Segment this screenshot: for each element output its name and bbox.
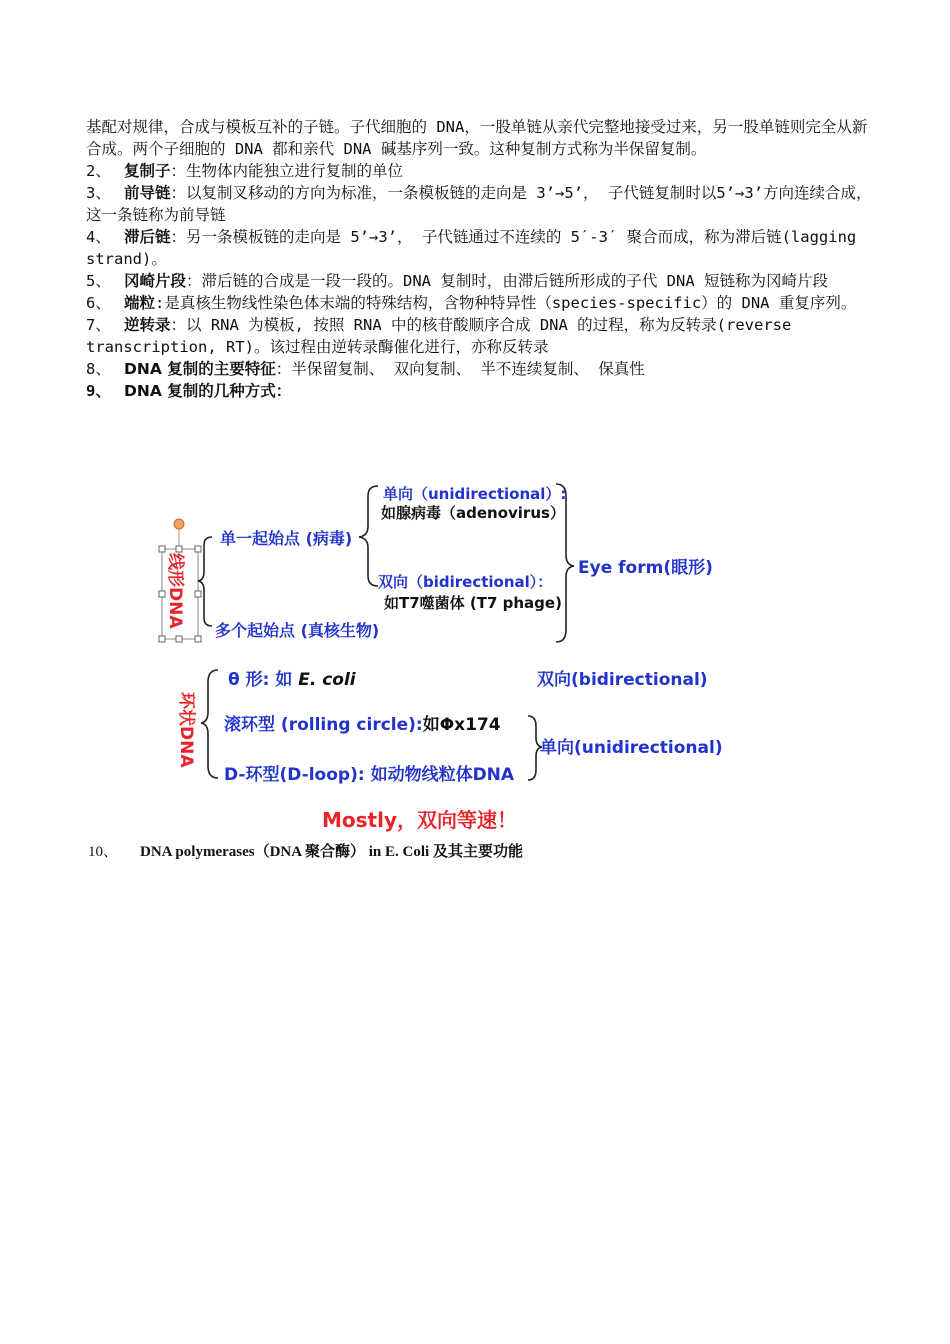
rolling-prefix: 滚环型 (rolling circle): (224, 715, 423, 735)
rolling-circle-label (224, 714, 501, 735)
bidirectional-heading: 双向（bidirectional）： (378, 573, 553, 591)
item-term: 前导链 (124, 184, 171, 202)
unidirectional-label: 单向(unidirectional) (540, 738, 723, 758)
item-number: 7、 (86, 316, 111, 334)
linear-dna-label-box (159, 519, 201, 642)
item-text: ：滞后链的合成是一段一段的。DNA 复制时，由滞后链所形成的子代 DNA 短链称为冈崎片段 (186, 272, 829, 290)
adenovirus-example: 如腺病毒（adenovirus） (381, 504, 565, 522)
resize-handle[interactable] (195, 636, 201, 642)
resize-handle[interactable] (195, 591, 201, 597)
item-term: 复制子 (124, 162, 171, 180)
linear-dna-label: 线形DNA (165, 553, 185, 629)
mostly-note: Mostly，双向等速！ (322, 808, 517, 832)
item-text: ：另一条模板链的走向是 5’→3’， 子代链通过不连续的 5ˊ-3ˊ 聚合而成，称为滞后链(lagging strand)。 (86, 228, 857, 268)
multi-origin-label: 多个起始点 (真核生物) (215, 621, 380, 640)
bidirectional-label: 双向(bidirectional) (537, 670, 708, 690)
circular-brace (201, 670, 218, 778)
resize-handle[interactable] (176, 636, 182, 642)
item-term: 滞后链 (124, 228, 171, 246)
rotate-handle[interactable] (174, 519, 184, 529)
eye-form-label: Eye form(眼形) (578, 558, 713, 578)
unidirectional-heading: 单向（unidirectional）: (383, 485, 567, 503)
t7-example: 如T7噬菌体 (T7 phage) (384, 594, 562, 612)
theta-prefix: θ 形: 如 (228, 670, 299, 690)
intro-paragraph: 基配对规律，合成与模板互补的子链。子代细胞的 DNA，一股单链从亲代完整地接受过来，另一股单链则完全从新合成。两个子细胞的 DNA 都和亲代 DNA 碱基序列一致。这种复制方式称为半保留复制。 (86, 118, 868, 158)
resize-handle[interactable] (159, 636, 165, 642)
item-text: ：以复制叉移动的方向为标准，一条模板链的走向是 3’→5’， 子代链复制时以5’→3’方向连续合成，这一条链称为前导链 (86, 184, 872, 224)
theta-example: E. coli (298, 670, 356, 690)
item-text: :是真核生物线性染色体末端的特殊结构，含物种特异性（species-specific）的 DNA 重复序列。 (155, 294, 857, 312)
item-text: ：生物体内能独立进行复制的单位 (170, 162, 404, 180)
rolling-example: 如Φx174 (422, 715, 501, 735)
theta-form-label (228, 669, 357, 690)
item-number: 9、 (86, 382, 111, 400)
item-text: DNA polymerases（DNA 聚合酶） in E. Coli 及其主要功能 (140, 844, 523, 860)
item-term: 端粒 (124, 294, 156, 312)
item-number: 3、 (86, 184, 111, 202)
item-number: 5、 (86, 272, 111, 290)
single-origin-label: 单一起始点 (病毒) (220, 529, 353, 548)
item-number: 4、 (86, 228, 111, 246)
item-text: ：半保留复制、 双向复制、 半不连续复制、 保真性 (275, 360, 645, 378)
item-text: ： (275, 382, 292, 400)
item-text: ：以 RNA 为模板, 按照 RNA 中的核苷酸顺序合成 DNA 的过程，称为反转录(reverse transcription, RT)。该过程由逆转录酶催化进行，亦称反转录 (86, 316, 792, 356)
item-term: 冈崎片段 (124, 272, 187, 290)
item-term: 逆转录 (124, 316, 171, 334)
circular-dna-label: 环状DNA (176, 692, 196, 768)
item-number: 8、 (86, 360, 111, 378)
resize-handle[interactable] (176, 546, 182, 552)
single-origin-brace (359, 486, 378, 586)
resize-handle[interactable] (159, 546, 165, 552)
item-number: 6、 (86, 294, 111, 312)
item-term: DNA 复制的主要特征 (124, 360, 276, 378)
item-10 (88, 840, 523, 861)
resize-handle[interactable] (159, 591, 165, 597)
d-loop-label: D-环型(D-loop): 如动物线粒体DNA (224, 765, 515, 785)
item-term: DNA 复制的几种方式 (124, 382, 276, 400)
resize-handle[interactable] (195, 546, 201, 552)
item-number: 10、 (88, 844, 119, 860)
item-number: 2、 (86, 162, 111, 180)
